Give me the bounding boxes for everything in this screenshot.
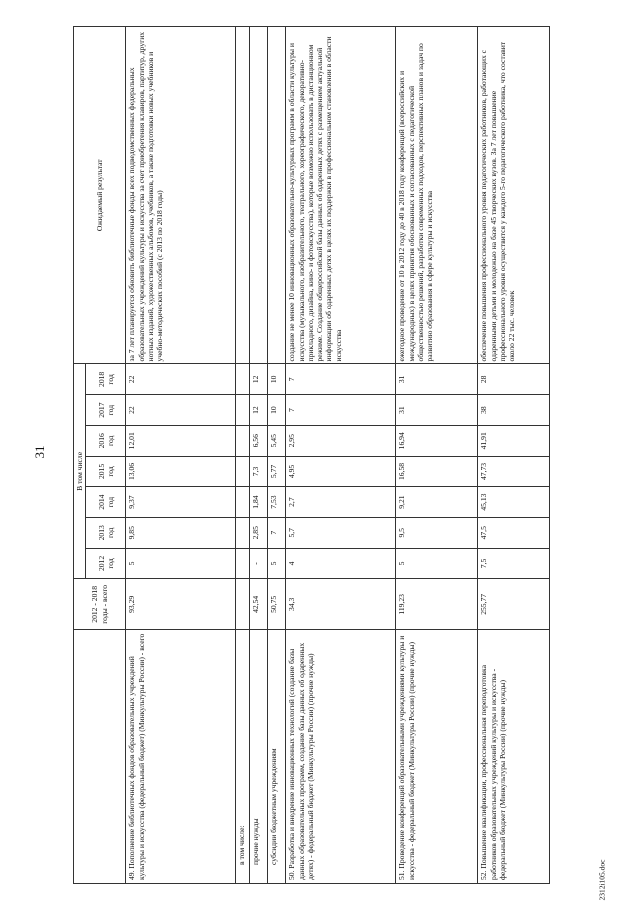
year-value-cell: 5 — [396, 548, 478, 579]
year-value-cell: 22 — [126, 395, 236, 426]
year-value-cell: 2,95 — [286, 425, 396, 456]
year-value-cell: 2,85 — [250, 517, 268, 548]
measure-name-cell: 51. Проведение конференций образовательными учреждениями культуры и искусства - федеральный бюджет (Минкультуры России) (прочие нужды) — [396, 630, 478, 884]
rotated-table-container — [73, 26, 541, 884]
year-value-cell: 41,91 — [478, 425, 550, 456]
measure-name-cell: субсидии бюджетным учреждениям — [268, 630, 286, 884]
year-value-cell: 5 — [268, 548, 286, 579]
header-year: 2018 год — [86, 364, 126, 395]
total-cell — [236, 579, 250, 630]
year-value-cell: 1,84 — [250, 487, 268, 518]
measure-name-cell: 50. Разработка и внедрение инновационных технологий (создание базы данных образовательных программ, создание базы данных об одаренных детях) - федеральный бюджет (Минкультуры России) (прочие нужды) — [286, 630, 396, 884]
year-value-cell: 47,5 — [478, 517, 550, 548]
year-value-cell: 7,3 — [250, 456, 268, 487]
measure-name-cell: прочие нужды — [250, 630, 268, 884]
total-cell: 50,75 — [268, 579, 286, 630]
table-row — [126, 27, 236, 884]
year-value-cell: 12 — [250, 364, 268, 395]
total-cell: 93,29 — [126, 579, 236, 630]
expected-result-cell — [250, 27, 268, 364]
year-value-cell: 31 — [396, 395, 478, 426]
year-value-cell: 7 — [286, 395, 396, 426]
year-value-cell: 7,5 — [478, 548, 550, 579]
expected-result-cell — [236, 27, 250, 364]
header-total: 2012 - 2018 годы - всего — [74, 579, 126, 630]
year-value-cell — [236, 456, 250, 487]
table-row — [250, 27, 268, 884]
year-value-cell: 22 — [126, 364, 236, 395]
measure-name-cell: 49. Пополнение библиотечных фондов образовательных учреждений культуры и искусства (федеральный бюджет) (Минкультуры России) - всего — [126, 630, 236, 884]
header-year: 2014 год — [86, 487, 126, 518]
table-row — [396, 27, 478, 884]
expected-result-cell: создание не менее 10 инновационных образовательно-культурных программ в области культуры и искусства (музыкального, изобразительного, театрального, хореографического, декоративно-прикладного, дизайна, кино- и фотоискусства), которые возможно использовать в дистанционном режиме. Создание общероссийской базы данных об одаренных детях с размещением актуальной информации об одаренных детях в целях их поддержки в профессиональном становлении в области искусства — [286, 27, 396, 364]
header-including: В том числе — [74, 364, 86, 579]
year-value-cell — [236, 517, 250, 548]
year-value-cell: 2,7 — [286, 487, 396, 518]
expected-result-cell: обеспечение повышения профессионального уровня педагогических работников, работающих с одаренными детьми и молодежью на базе 45 творческих вузов. За 7 лет повышение профессионального уровня осуществится у каждого 5-го педагогического работника, что составит около 22 тыс. человек — [478, 27, 550, 364]
table-row — [236, 27, 250, 884]
header-year: 2016 год — [86, 425, 126, 456]
total-cell: 34,3 — [286, 579, 396, 630]
year-value-cell: - — [250, 548, 268, 579]
year-value-cell: 12 — [250, 395, 268, 426]
year-value-cell: 5 — [126, 548, 236, 579]
year-value-cell: 47,73 — [478, 456, 550, 487]
year-value-cell: 12,01 — [126, 425, 236, 456]
expected-result-cell: ежегодное проведение от 10 в 2012 году до 40 в 2018 году конференций (всероссийских и международных) в целях принятия обоснованных и согласованных с педагогической общественностью решений, разработки современных подходов, перспективных планов и задач по развитию образования в сфере культуры и искусства — [396, 27, 478, 364]
total-cell: 255,77 — [478, 579, 550, 630]
year-value-cell — [236, 425, 250, 456]
year-value-cell: 9,37 — [126, 487, 236, 518]
table-row — [286, 27, 396, 884]
year-value-cell: 9,85 — [126, 517, 236, 548]
measure-name-cell: в том числе: — [236, 630, 250, 884]
year-value-cell: 45,13 — [478, 487, 550, 518]
year-value-cell: 10 — [268, 395, 286, 426]
year-value-cell: 7 — [268, 517, 286, 548]
year-value-cell — [236, 395, 250, 426]
year-value-cell — [236, 548, 250, 579]
year-value-cell — [236, 487, 250, 518]
table-row — [478, 27, 550, 884]
year-value-cell: 28 — [478, 364, 550, 395]
year-value-cell: 4 — [286, 548, 396, 579]
year-value-cell: 7,53 — [268, 487, 286, 518]
year-value-cell: 31 — [396, 364, 478, 395]
header-name — [74, 630, 126, 884]
year-value-cell: 6,56 — [250, 425, 268, 456]
total-cell: 119,23 — [396, 579, 478, 630]
year-value-cell: 16,58 — [396, 456, 478, 487]
year-value-cell: 5,7 — [286, 517, 396, 548]
year-value-cell — [236, 364, 250, 395]
year-value-cell: 9,5 — [396, 517, 478, 548]
header-year: 2012 год — [86, 548, 126, 579]
table-row — [268, 27, 286, 884]
page-number: 31 — [32, 445, 47, 459]
year-value-cell: 38 — [478, 395, 550, 426]
expected-result-cell: за 7 лет планируется обновить библиотечные фонды всех подведомственных федеральных образовательных учреждений культуры и искусства за счет приобретения клавиров, партитур, других нотных изданий, художественных альбомов, учебников, а также подготовки новых учебников и учебно-методических пособий (с 2013 по 2018 годы) — [126, 27, 236, 364]
measure-name-cell: 52. Повышение квалификации, профессиональная переподготовка работников образовательных учреждений культуры и искусства - федеральный бюджет (Минкультуры России) (прочие нужды) — [478, 630, 550, 884]
header-result: Ожидаемый результат — [74, 27, 126, 364]
expected-result-cell — [268, 27, 286, 364]
header-year: 2017 год — [86, 395, 126, 426]
program-measures-table — [73, 26, 550, 884]
year-value-cell: 5,77 — [268, 456, 286, 487]
header-year: 2013 год — [86, 517, 126, 548]
year-value-cell: 10 — [268, 364, 286, 395]
year-value-cell: 13,06 — [126, 456, 236, 487]
footer-filename: 2312i105.doc — [597, 859, 607, 901]
year-value-cell: 7 — [286, 364, 396, 395]
header-year: 2015 год — [86, 456, 126, 487]
year-value-cell: 5,45 — [268, 425, 286, 456]
year-value-cell: 4,95 — [286, 456, 396, 487]
year-value-cell: 16,94 — [396, 425, 478, 456]
year-value-cell: 9,21 — [396, 487, 478, 518]
total-cell: 42,54 — [250, 579, 268, 630]
